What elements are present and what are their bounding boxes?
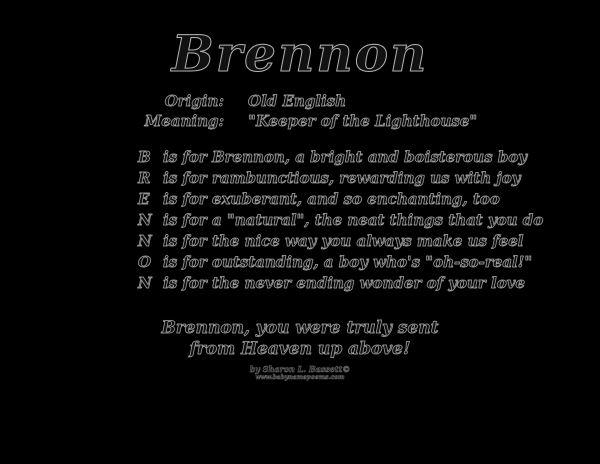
poem-text: is for the never ending wonder of your love — [163, 274, 526, 292]
poem-letter: B — [138, 148, 151, 166]
closing-line-2: from Heaven up above! — [189, 339, 411, 359]
poem-text: is for outstanding, a boy who's "oh-so-real!" — [163, 253, 533, 271]
poem-letter: N — [138, 211, 152, 229]
poem-line — [138, 210, 543, 231]
poem-line — [138, 189, 543, 210]
origin-label: Origin: — [164, 92, 224, 110]
poem-letter: N — [138, 274, 152, 292]
poem-line — [138, 231, 543, 252]
poem-letter: N — [138, 232, 152, 250]
author-credit: by Sharon L. Bassett© — [249, 364, 351, 374]
poem-text: is for exuberant, and so enchanting, too — [163, 190, 500, 208]
acrostic-poem — [138, 147, 543, 294]
poem-text: is for a "natural", the neat things that you do — [163, 211, 544, 229]
origin-value: Old English — [248, 92, 347, 110]
poem-text: is for the nice way you always make us feel — [163, 232, 524, 250]
website-credit: www.babynamepoems.com — [255, 374, 345, 381]
poem-line — [138, 252, 543, 273]
closing-message — [0, 318, 600, 360]
poem-letter: R — [138, 169, 151, 187]
page-title: Brennon — [171, 24, 429, 83]
credit-block — [0, 365, 600, 381]
poem-text: is for Brennon, a bright and boisterous boy — [163, 148, 527, 166]
name-meta-block — [138, 93, 477, 130]
poem-letter: E — [138, 190, 150, 208]
poem-text: is for rambunctious, rewarding us with joy — [163, 169, 521, 187]
meaning-label: Meaning: — [144, 112, 224, 130]
poem-letter: O — [138, 253, 152, 271]
meaning-value: "Keeper of the Lighthouse" — [248, 112, 478, 130]
poem-line — [138, 168, 543, 189]
poem-line — [138, 147, 543, 168]
closing-line-1: Brennon, you were truly sent — [161, 318, 439, 338]
poem-line — [138, 273, 543, 294]
